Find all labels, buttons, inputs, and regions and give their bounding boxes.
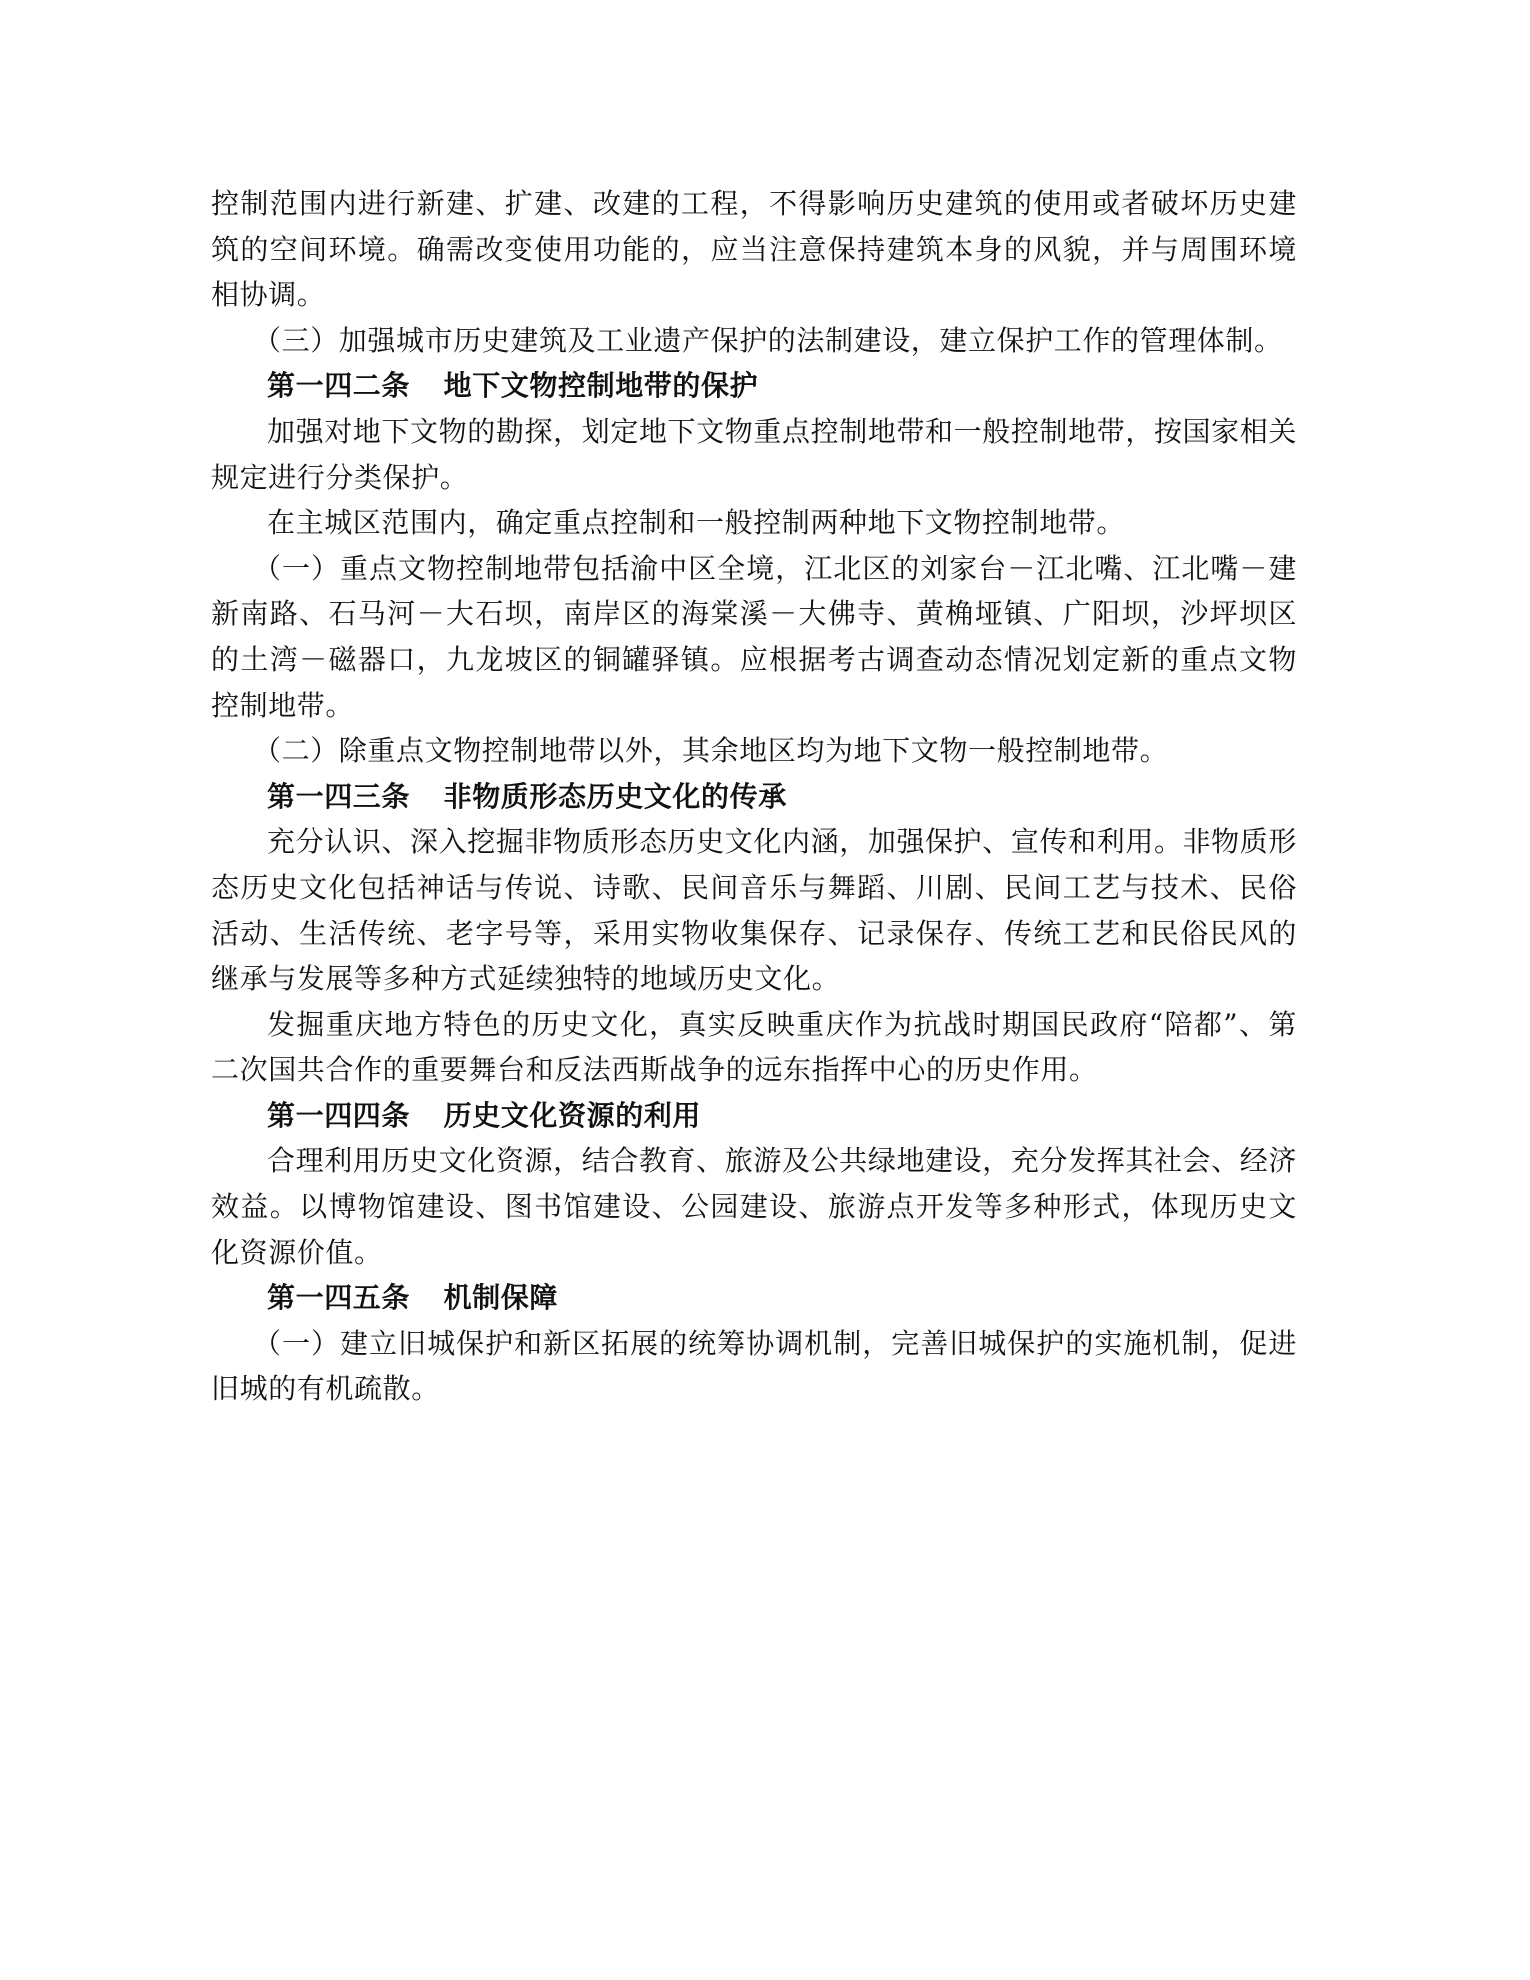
paragraph-143-1: 充分认识、深入挖掘非物质形态历史文化内涵，加强保护、宣传和利用。非物质形态历史文化包括神话与传说、诗歌、民间音乐与舞蹈、川剧、民间工艺与技术、民俗活动、生活传统、老字号等，采用实物收集保存、记录保存、传统工艺和民俗民风的继承与发展等多种方式延续独特的地域历史文化。	[211, 825, 1297, 996]
article-142-heading	[211, 363, 1297, 409]
paragraph-continuation: 控制范围内进行新建、扩建、改建的工程，不得影响历史建筑的使用或者破坏历史建筑的空间环境。确需改变使用功能的，应当注意保持建筑本身的风貌，并与周围环境相协调。	[211, 187, 1297, 312]
article-143-title: 非物质形态历史文化的传承	[443, 779, 787, 813]
article-142-title: 地下文物控制地带的保护	[443, 369, 759, 403]
paragraph-142-1: 加强对地下文物的勘探，划定地下文物重点控制地带和一般控制地带，按国家相关规定进行分类保护。	[211, 414, 1297, 494]
paragraph-143-2: 发掘重庆地方特色的历史文化，真实反映重庆作为抗战时期国民政府“陪都”、第二次国共合作的重要舞台和反法西斯战争的远东指挥中心的历史作用。	[211, 1007, 1297, 1087]
paragraph-142-item-one: （一）重点文物控制地带包括渝中区全境，江北区的刘家台－江北嘴、江北嘴－建新南路、石马河－大石坝，南岸区的海棠溪－大佛寺、黄桷垭镇、广阳坝，沙坪坝区的土湾－磁器口，九龙坡区的铜罐驿镇。应根据考古调查动态情况划定新的重点文物控制地带。	[211, 551, 1297, 722]
article-145-heading	[211, 1275, 1297, 1321]
article-144-number: 第一四四条	[267, 1098, 411, 1132]
document-page	[211, 181, 1297, 1412]
article-144-heading	[211, 1093, 1297, 1139]
paragraph-145-item-one: （一）建立旧城保护和新区拓展的统筹协调机制，完善旧城保护的实施机制，促进旧城的有机疏散。	[211, 1326, 1297, 1406]
article-143-number: 第一四三条	[267, 779, 411, 813]
paragraph-142-item-two: （二）除重点文物控制地带以外，其余地区均为地下文物一般控制地带。	[253, 734, 1169, 768]
article-145-title: 机制保障	[443, 1281, 559, 1315]
article-142-number: 第一四二条	[267, 369, 411, 403]
paragraph-144-1: 合理利用历史文化资源，结合教育、旅游及公共绿地建设，充分发挥其社会、经济效益。以博物馆建设、图书馆建设、公园建设、旅游点开发等多种形式，体现历史文化资源价值。	[211, 1144, 1297, 1269]
paragraph-item-three: （三）加强城市历史建筑及工业遗产保护的法制建设，建立保护工作的管理体制。	[253, 323, 1283, 357]
article-144-title: 历史文化资源的利用	[443, 1098, 702, 1132]
article-145-number: 第一四五条	[267, 1281, 411, 1315]
paragraph-142-2: 在主城区范围内，确定重点控制和一般控制两种地下文物控制地带。	[267, 506, 1126, 540]
article-143-heading	[211, 774, 1297, 820]
